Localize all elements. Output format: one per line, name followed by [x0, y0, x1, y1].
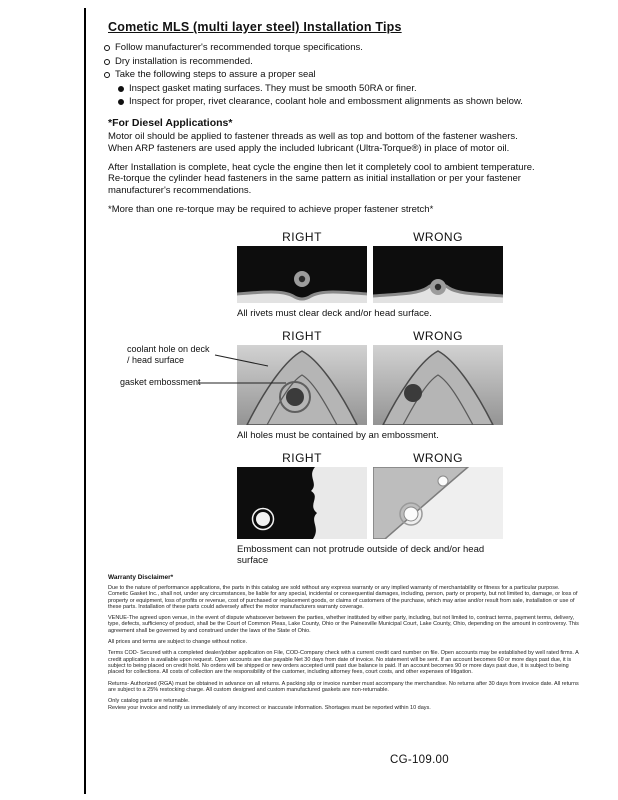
right-label: RIGHT — [282, 451, 322, 465]
warranty-paragraph: Review your invoice and notify us immediately of any incorrect or inaccurate information. Shortages must be reported within 10 days. — [108, 705, 431, 712]
tip-text: Inspect for proper, rivet clearance, coolant hole and embossment alignments as shown below. — [129, 96, 523, 107]
solid-bullet-marker — [118, 99, 124, 105]
warranty-paragraph: Due to the nature of performance applications, the parts in this catalog are sold without any express warranty or any implied warranty of merchantability or fitness for a particular purpose. Cometic Gasket Inc., shall not, under any circumstances, be liable for any special, incidental or consequential damages, including, person, party or property, but not limited to, damage, or loss of property or equipment, loss of profits or revenue, cost of purchased or replacement goods, or claims of customers of the purchase, which may arise and/or result from sale, installation or use of these parts. Installation of these parts could adversely affect the motor manufacturers warranty coverage. — [108, 585, 578, 610]
diesel-applications-section — [108, 131, 542, 223]
diesel-applications-heading: *For Diesel Applications* — [108, 117, 233, 129]
diagram-label-row — [237, 451, 503, 465]
warranty-paragraph: Only catalog parts are returnable. — [108, 698, 190, 705]
installation-tips-list — [104, 42, 576, 110]
tip-text: Inspect gasket mating surfaces. They must be smooth 50RA or finer. — [129, 82, 417, 94]
warranty-paragraph: Returns- Authorized (RGA) must be obtained in advance on all returns. A packing slip or invoice number must accompany the merchandise. No returns after 30 days from invoice date. All returns are subject to a 25% restocking charge. All custom designed and custom manufactured gaskets are non-returnable. — [108, 680, 579, 693]
warranty-paragraph: VENUE-The agreed upon venue, in the event of dispute whatsoever between the parties, whether instituted by either party, including, but not limited to, contract terms, payment terms, delivery, type, defects, sufficiency of product, shall be the Court of Common Pleas, Lake County, Ohio or the Painesville Municipal Court, Lake County, Ohio, depending on the amount in controversy. This agreement shall be governed by and construed under the laws of the State of Ohio. — [108, 615, 579, 634]
page-title: Cometic MLS (multi layer steel) Installation Tips — [108, 20, 402, 34]
list-item — [104, 69, 576, 80]
diagram-label-row — [237, 329, 503, 343]
warranty-paragraph: All prices and terms are subject to change without notice. — [108, 639, 248, 646]
diagram-caption: All rivets must clear deck and/or head surface. — [237, 308, 432, 319]
wrong-label: WRONG — [413, 329, 463, 343]
paragraph: *More than one re-torque may be required to achieve proper fastener stretch* — [108, 203, 434, 215]
rivet-clearance-wrong-diagram — [373, 246, 503, 303]
list-item — [118, 96, 576, 107]
embossment-protrusion-wrong-diagram — [373, 467, 503, 539]
diagram-label-row — [237, 230, 503, 244]
wrong-label: WRONG — [413, 451, 463, 465]
embossment-protrusion-right-diagram — [237, 467, 367, 539]
catalog-page-code: CG-109.00 — [390, 754, 449, 766]
diagram-caption: Embossment can not protrude outside of deck and/or head surface — [237, 544, 485, 566]
paragraph: Motor oil should be applied to fastener threads as well as top and bottom of the fastener washers. When ARP fasteners are used apply the included lubricant (Ultra-Torque®) in place of motor oil. — [108, 131, 518, 154]
diagram-image-row — [237, 467, 503, 539]
list-item — [104, 56, 576, 67]
warranty-heading: Warranty Disclaimer* — [108, 574, 174, 581]
diagram-image-row — [237, 246, 503, 303]
tip-text: Dry installation is recommended. — [115, 55, 253, 67]
warranty-paragraph: Terms COD- Secured with a completed dealer/jobber application on File, COD-Company check with a current credit card number on file. Open accounts may be established by well rated firms. A credit application is available upon request. Open accounts are due payable Net 30 days from date of invoice. No statement will be sent. If an account becomes 60 or more days past due, it is subject to being placed on credit hold. No orders will be shipped or new orders accepted until past due balance is paid. If an account becomes 90 or more days past due, it is subject to being placed for collections. All costs of collection are the responsibility of the customer, including attorney fees, court costs, and other expenses of litigation. — [108, 650, 579, 676]
hollow-bullet-marker — [104, 72, 110, 78]
rivet-clearance-right-diagram — [237, 246, 367, 303]
warranty-disclaimer-section — [108, 574, 581, 717]
tip-text: Take the following steps to assure a proper seal — [115, 69, 316, 80]
hollow-bullet-marker — [104, 59, 110, 65]
list-item — [104, 42, 576, 53]
wrong-label: WRONG — [413, 230, 463, 244]
right-label: RIGHT — [282, 230, 322, 244]
tip-text: Follow manufacturer's recommended torque specifications. — [115, 42, 363, 53]
right-label: RIGHT — [282, 329, 322, 343]
solid-bullet-marker — [118, 86, 124, 92]
diagram-section — [237, 230, 503, 576]
hollow-bullet-marker — [104, 45, 110, 51]
list-item — [118, 83, 576, 94]
diagram-caption: All holes must be contained by an embossment. — [237, 430, 439, 441]
embossment-containment-wrong-diagram — [373, 345, 503, 425]
coolant-hole-callout: coolant hole on deck / head surface — [127, 344, 210, 365]
paragraph: After Installation is complete, heat cycle the engine then let it completely cool to ambient temperature. Re-torque the cylinder head fasteners in the same pattern as initial installation or per your fastener manufacturer's recommendations. — [108, 161, 535, 197]
left-border-rule — [84, 8, 86, 794]
diagram-image-row — [237, 345, 503, 425]
embossment-containment-right-diagram — [237, 345, 367, 425]
gasket-embossment-callout: gasket embossment — [120, 377, 201, 387]
